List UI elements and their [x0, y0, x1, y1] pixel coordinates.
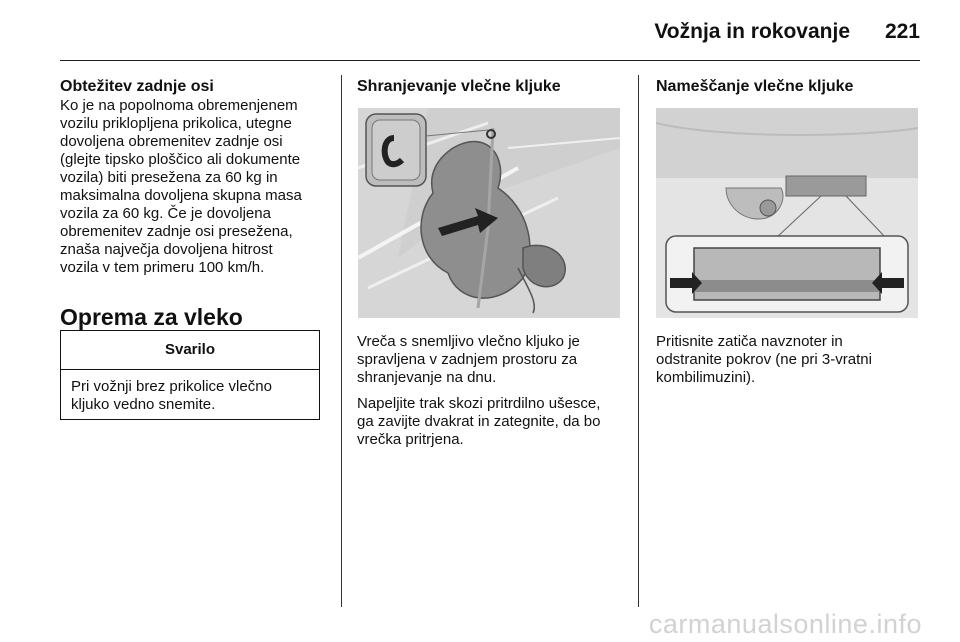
tow-hook-bag-drawing — [358, 108, 620, 318]
bumper-cover-drawing — [656, 108, 918, 318]
section-heading-towing-equipment: Oprema za vleko — [60, 304, 243, 330]
page-number: 221 — [884, 20, 920, 43]
warning-title: Svarilo — [61, 331, 319, 370]
header-rule — [60, 60, 920, 61]
column-divider — [638, 75, 639, 607]
bumper-cover-illustration — [656, 108, 918, 318]
column-2 — [357, 77, 619, 97]
storage-paragraph-2: Napeljite trak skozi pritrdilno ušesce, ga zavijte dvakrat in zategnite, da bo vrečka pritrjena. — [357, 395, 601, 448]
header-title: Vožnja in rokovanje — [654, 20, 850, 43]
column-1 — [60, 77, 322, 331]
rear-axle-paragraph: Ko je na popolnoma obremenjenem vozilu priklopljena prikolica, utegne dovoljena obremenitev zadnje osi (glejte tipsko ploščico ali dokumente vozila) biti presežena za 60 kg in maksimalna dovoljena skupna masa vozila za 60 kg. Če je dovoljena obremenitev zadnje osi presežena, znaša največja dovoljena hitrost vozila v tem primeru 100 km/h. — [60, 97, 302, 276]
storage-paragraph-1: Vreča s snemljivo vlečno kljuko je spravljena v zadnjem prostoru za shranjevanje na dnu. — [357, 333, 580, 386]
column-divider — [341, 75, 342, 607]
section-heading-mounting-tow-hook: Nameščanje vlečne kljuke — [656, 78, 854, 95]
watermark: carmanualsonline.info — [648, 609, 922, 639]
warning-box — [60, 330, 320, 420]
section-heading-storing-tow-hook: Shranjevanje vlečne kljuke — [357, 78, 561, 95]
column-3-text — [656, 333, 918, 387]
warning-text: Pri vožnji brez prikolice vlečno kljuko vedno snemite. — [71, 378, 272, 413]
mounting-paragraph: Pritisnite zatiča navznoter in odstranite pokrov (ne pri 3-vratni kombilimuzini). — [656, 333, 872, 386]
column-2-text — [357, 333, 619, 449]
tow-hook-bag-illustration — [358, 108, 620, 318]
section-heading-rear-axle-load: Obtežitev zadnje osi — [60, 78, 214, 95]
column-3 — [656, 77, 918, 97]
